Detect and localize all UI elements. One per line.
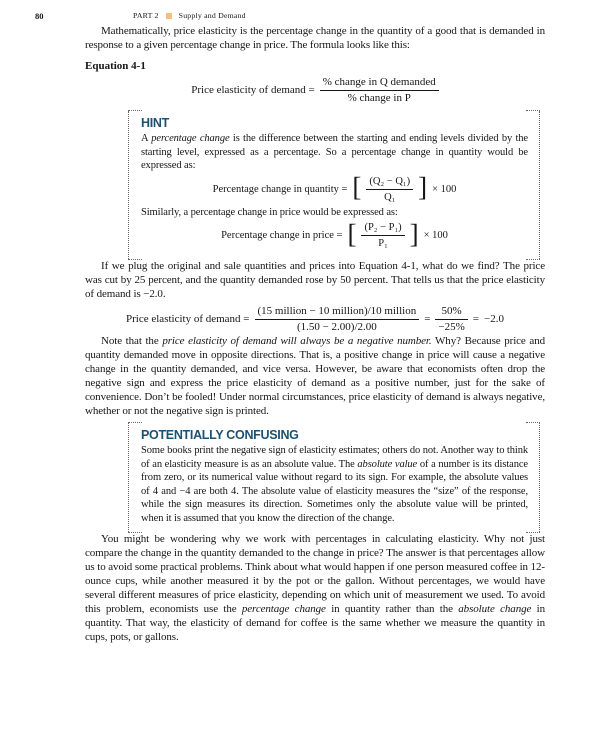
quantity-change-equation	[141, 172, 528, 204]
fraction	[361, 221, 404, 250]
closing-paragraph: You might be wondering why we work with percentages in calculating elasticity. Why not just compare the change in the quantity demanded to the change in price? The answer is that percentages allow us to avoid some practical problems. Think about what would happen if one person measured coffee in 12-ounce cups, while another measured it by the pot or the gallon. Without percentages, we would have several different measures of price elasticity, depending on which unit of measurement we used. To avoid this problem, economists use the percentage change in quantity rather than the absolute change in quantity. That way, the elasticity of demand for coffee is the same whether we measure the quantity in cups, pots, or gallons.	[85, 533, 545, 643]
equation-lhs: Percentage change in quantity =	[212, 183, 348, 195]
fraction-numerator: (P₂ − P₁)	[364, 222, 402, 233]
part-label: PART 2	[133, 11, 159, 20]
note-paragraph: Note that the price elasticity of demand will always be a negative number. Why? Because price and quantity demanded move in opposite directions. That is, a positive change in price will cause a negative change in the quantity demanded, and vice versa. However, be aware that economists often drop the negative sign and express the price elasticity of demand as a positive number, just for the sake of convenience. Don’t be fooled! Under normal circumstances, price elasticity of demand is always negative, whether or not the negative sign is printed.	[85, 335, 545, 417]
price-elasticity-formula	[85, 76, 545, 105]
equation-result: −2.0	[484, 313, 504, 325]
fraction-denominator: (1.50 − 2.00)/2.00	[255, 319, 420, 334]
plug-in-paragraph: If we plug the original and sale quantities and prices into Equation 4-1, what do we find? The price was cut by 25 percent, and the quantity demanded rose by 50 percent. That tells us that the price elasticity of demand is −2.0.	[85, 260, 545, 300]
left-bracket: [	[352, 172, 362, 203]
box-corner-mark	[526, 532, 540, 533]
box-corner-mark	[526, 110, 540, 111]
page-body	[85, 24, 545, 644]
page-number: 80	[35, 11, 44, 21]
fraction-denominator: % change in P	[320, 90, 439, 105]
fraction-denominator: Q₁	[366, 189, 413, 204]
box-corner-mark	[128, 259, 142, 260]
elasticity-calculation-equation	[85, 305, 545, 334]
box-corner-mark	[526, 259, 540, 260]
fraction-denominator: P₁	[361, 235, 404, 250]
box-corner-mark	[128, 110, 142, 111]
hint-box-intro: A percentage change is the difference between the starting and ending levels divided by the starting level, expressed as a percentage. So a percentage change in quantity would be expressed as:	[141, 133, 528, 171]
fraction	[366, 175, 413, 204]
page-header	[0, 11, 604, 24]
right-bracket: ]	[409, 218, 419, 249]
right-bracket: ]	[418, 172, 428, 203]
fraction	[320, 76, 439, 105]
price-change-equation	[141, 218, 528, 250]
equals-sign: =	[472, 313, 480, 325]
hint-box-title: HINT	[141, 116, 169, 130]
equals-sign: =	[424, 313, 431, 325]
equation-lhs: Percentage change in price =	[221, 230, 343, 241]
fraction-denominator: −25%	[435, 319, 467, 334]
fraction	[255, 305, 420, 334]
confusing-box-body: Some books print the negative sign of elasticity estimates; others do not. Another way to think of an elasticity measure is as an absolute value. The absolute value of a number is its distance from zero, or its numerical value without regard to its sign. For example, the absolute values of 4 and −4 are both 4. The absolute value of elasticity measures the “size” of the response, while the sign measures its direction. Sometimes only the absolute value will be printed, when it is assumed that you know the direction of the change.	[141, 445, 528, 524]
fraction-numerator: (Q₂ − Q₁)	[369, 175, 411, 187]
fraction-numerator: % change in Q demanded	[322, 76, 436, 88]
fraction-numerator: (15 million − 10 million)/10 million	[257, 305, 417, 317]
intro-paragraph: Mathematically, price elasticity is the percentage change in the quantity of a good that is demanded in response to a given percentage change in price. The formula looks like this:	[85, 25, 545, 51]
fraction-numerator: 50%	[441, 305, 462, 317]
fraction	[435, 305, 467, 334]
hint-box-price-intro: Similarly, a percentage change in price would be expressed as:	[141, 206, 398, 218]
equation-multiplier: × 100	[432, 183, 457, 195]
hint-box	[128, 111, 540, 259]
box-corner-mark	[526, 422, 540, 423]
equation-multiplier: × 100	[423, 230, 448, 241]
equation-lhs: Price elasticity of demand =	[126, 313, 250, 325]
potentially-confusing-box	[128, 423, 540, 532]
running-head	[133, 11, 246, 20]
part-title: Supply and Demand	[178, 11, 246, 20]
confusing-box-title: POTENTIALLY CONFUSING	[141, 428, 299, 442]
equation-lhs: Price elasticity of demand =	[191, 84, 315, 96]
equation-label: Equation 4-1	[85, 60, 146, 72]
box-corner-mark	[128, 532, 142, 533]
section-bullet-icon	[166, 13, 172, 19]
box-corner-mark	[128, 422, 142, 423]
left-bracket: [	[347, 218, 357, 249]
